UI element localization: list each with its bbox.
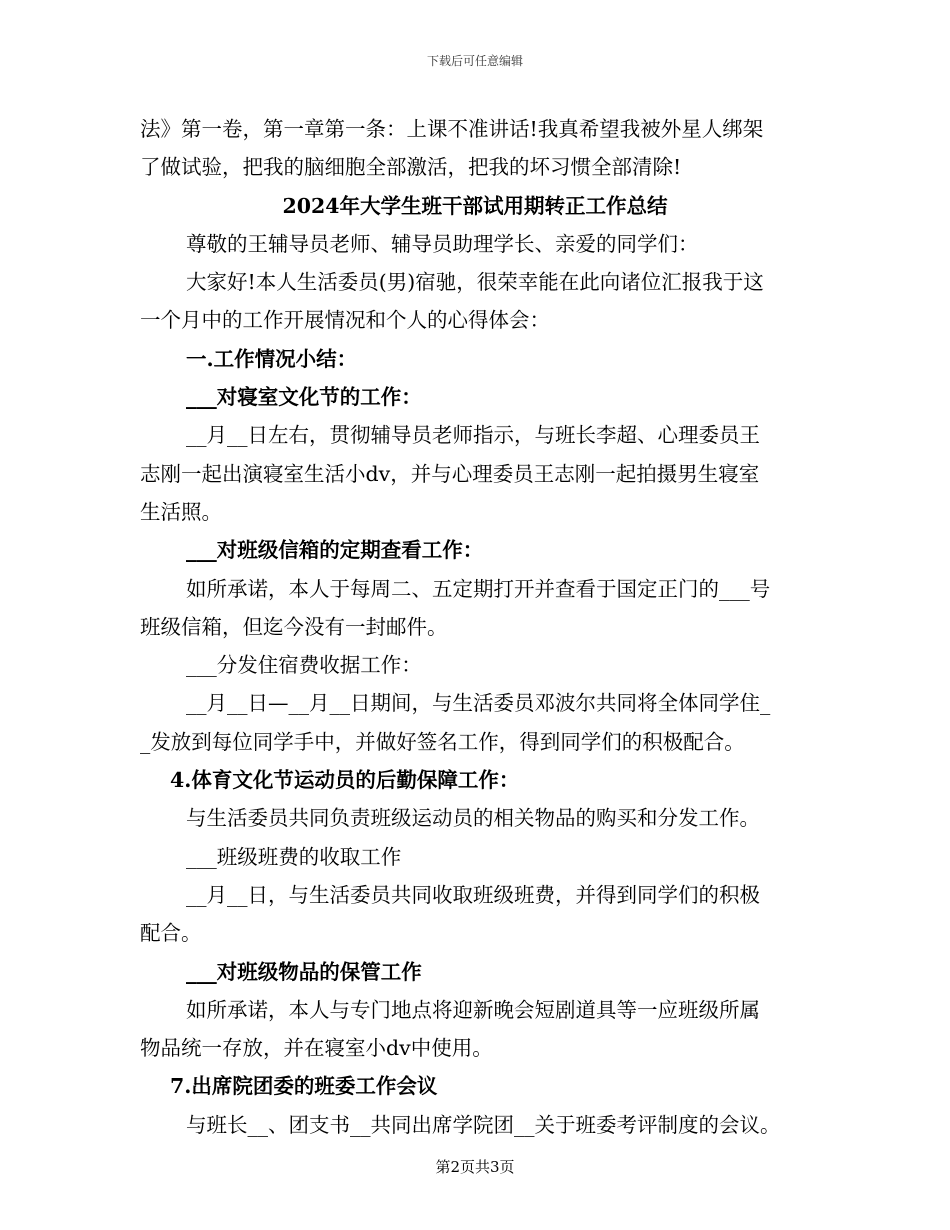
salutation-line: 尊敬的王辅导员老师、辅导员助理学长、亲爱的同学们： xyxy=(186,231,699,256)
paragraph-line: 配合。 xyxy=(140,921,202,946)
paragraph-line: 志刚一起出演寝室生活小dv，并与心理委员王志刚一起拍摄男生寝室 xyxy=(140,461,760,486)
document-title: 2024年大学生班干部试用期转正工作总结 xyxy=(282,193,668,218)
paragraph-line: 如所承诺，本人于每周二、五定期打开并查看于国定正门的___号 xyxy=(186,576,771,601)
paragraph-line: 与生活委员共同负责班级运动员的相关物品的购买和分发工作。 xyxy=(186,806,760,831)
paragraph-line: 生活照。 xyxy=(140,499,222,524)
paragraph-line: 如所承诺，本人与专门地点将迎新晚会短剧道具等一应班级所属 xyxy=(186,997,760,1022)
page-header: 下载后可任意编辑 xyxy=(426,54,523,68)
subsection-heading: 4.体育文化节运动员的后勤保障工作： xyxy=(170,768,520,793)
section-heading: 一.工作情况小结： xyxy=(186,346,358,371)
paragraph-line: 了做试验，把我的脑细胞全部激活，把我的坏习惯全部清除! xyxy=(140,155,682,180)
subsection-heading: ___对寝室文化节的工作： xyxy=(186,385,422,410)
subsection-heading: ___分发住宿费收据工作： xyxy=(186,653,422,678)
paragraph-line: 大家好!本人生活委员(男)宿驰，很荣幸能在此向诸位汇报我于这 xyxy=(186,270,764,295)
paragraph-line: 一个月中的工作开展情况和个人的心得体会： xyxy=(140,308,550,333)
paragraph-line: _发放到每位同学手中，并做好签名工作，得到同学们的积极配合。 xyxy=(140,729,745,754)
paragraph-line: 法》第一卷，第一章第一条：上课不准讲话!我真希望我被外星人绑架 xyxy=(140,117,764,141)
paragraph-line: 班级信箱，但迄今没有一封邮件。 xyxy=(140,614,448,639)
subsection-heading: 7.出席院团委的班委工作会议 xyxy=(170,1074,438,1099)
paragraph-line: 物品统一存放，并在寝室小dv中使用。 xyxy=(140,1036,493,1061)
subsection-heading: ___对班级信箱的定期查看工作： xyxy=(186,538,484,563)
paragraph-line: 与班长__、团支书__共同出席学院团__关于班委考评制度的会议。 xyxy=(186,1112,781,1137)
subsection-heading: ___对班级物品的保管工作 xyxy=(186,959,422,984)
paragraph-line: __月__日左右，贯彻辅导员老师指示，与班长李超、心理委员王 xyxy=(186,423,760,448)
subsection-heading: ___班级班费的收取工作 xyxy=(186,844,402,869)
paragraph-line: __月__日，与生活委员共同收取班级班费，并得到同学们的积极 xyxy=(186,882,760,907)
paragraph-line: __月__日—__月__日期间，与生活委员邓波尔共同将全体同学住_ xyxy=(186,691,771,716)
page-footer: 第2页共3页 xyxy=(435,1158,515,1176)
document-body xyxy=(140,110,810,1144)
